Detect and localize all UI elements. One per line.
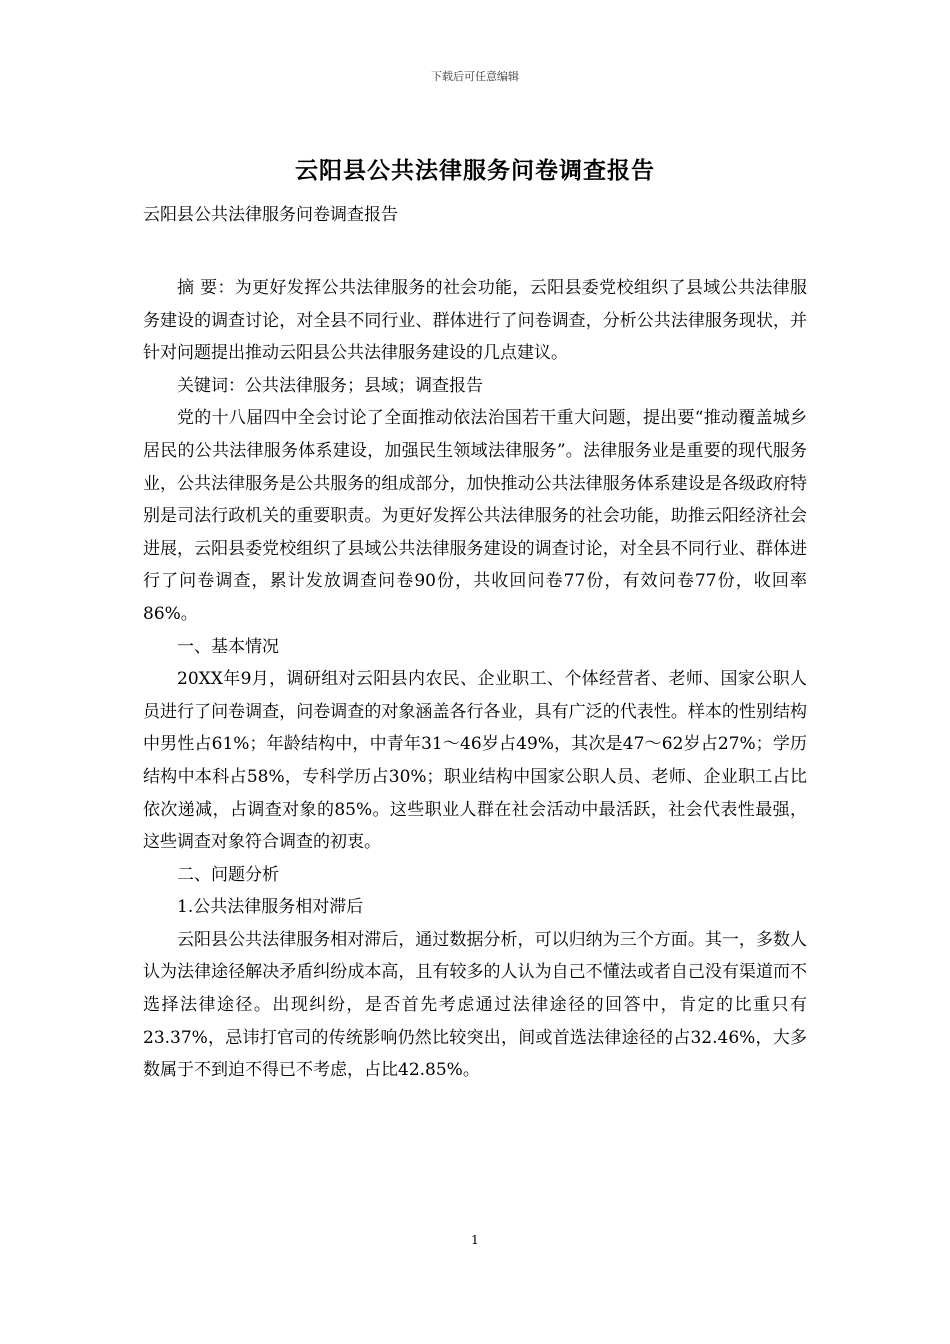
analysis-paragraph: 云阳县公共法律服务相对滞后，通过数据分析，可以归纳为三个方面。其一，多数人认为法律途径解决矛盾纠纷成本高，且有较多的人认为自己不懂法或者自己没有渠道而不选择法律途径。出现纠纷，是否首先考虑通过法律途径的回答中，肯定的比重只有23.37%，忌讳打官司的传统影响仍然比较突出，间或首选法律途径的占32.46%，大多数属于不到迫不得已不考虑，占比42.85%。	[143, 929, 807, 1081]
keywords-paragraph: 关键词：公共法律服务；县域；调查报告	[177, 375, 483, 396]
section-heading-analysis: 二、问题分析	[177, 864, 279, 885]
document-title: 云阳县公共法律服务问卷调查报告	[295, 157, 655, 184]
body-text	[143, 272, 807, 1087]
intro-paragraph: 党的十八届四中全会讨论了全面推动依法治国若干重大问题，提出要“推动覆盖城乡居民的公共法律服务体系建设，加强民生领域法律服务”。法律服务业是重要的现代服务业，公共法律服务是公共服务的组成部分，加快推动公共法律服务体系建设是各级政府特别是司法行政机关的重要职责。为更好发挥公共法律服务的社会功能，助推云阳经济社会进展，云阳县委党校组织了县域公共法律服务建设的调查讨论，对全县不同行业、群体进行了问卷调查，累计发放调查问卷90份，共收回问卷77份，有效问卷77份，收回率86%。	[143, 408, 807, 624]
abstract-paragraph: 摘 要：为更好发挥公共法律服务的社会功能，云阳县委党校组织了县域公共法律服务建设的调查讨论，对全县不同行业、群体进行了问卷调查，分析公共法律服务现状，并针对问题提出推动云阳县公共法律服务建设的几点建议。	[143, 278, 807, 364]
page-number: 1	[471, 1233, 479, 1247]
basic-situation-paragraph: 20XX年9月，调研组对云阳县内农民、企业职工、个体经营者、老师、国家公职人员进行了问卷调查，问卷调查的对象涵盖各行各业，具有广泛的代表性。样本的性别结构中男性占61%；年龄结构中，中青年31～46岁占49%，其次是47～62岁占27%；学历结构中本科占58%，专科学历占30%；职业结构中国家公职人员、老师、企业职工占比依次递减，占调查对象的85%。这些职业人群在社会活动中最活跃，社会代表性最强，这些调查对象符合调查的初衷。	[143, 669, 807, 853]
subsection-heading: 1.公共法律服务相对滞后	[177, 897, 364, 918]
header-note: 下载后可任意编辑	[431, 70, 519, 83]
document-subtitle: 云阳县公共法律服务问卷调查报告	[143, 205, 398, 225]
section-heading-basic: 一、基本情况	[177, 636, 279, 657]
